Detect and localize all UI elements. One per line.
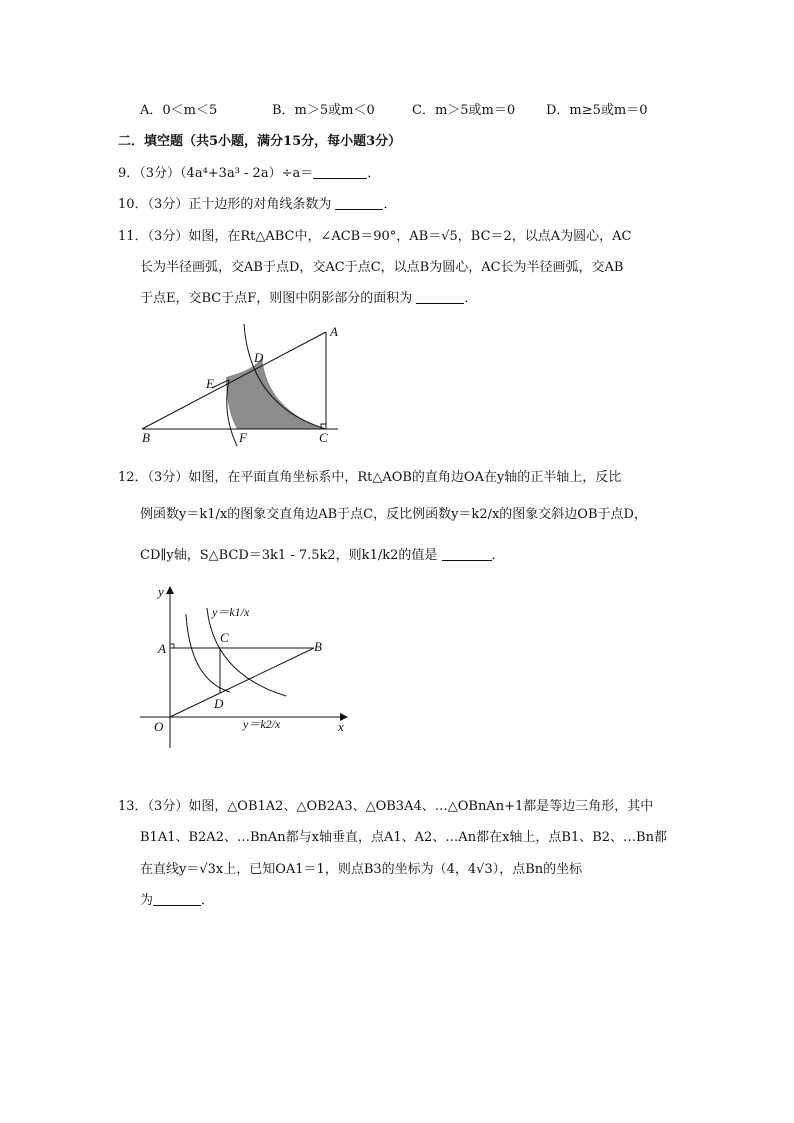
q11-line3 [140, 289, 477, 309]
q10-text: 10．（3分）正十边形的对角线条数为 [118, 197, 332, 212]
q9-text: 9．（3分）（4a⁴+3a³ - 2a）÷a＝ [118, 166, 314, 181]
q12-line3-text: CD∥y轴，S△BCD＝3k1 - 7.5k2，则k1/k2的值是 [140, 548, 438, 563]
q13-line3: 在直线y＝√3x上，已知OA1＝1，则点B3的坐标为（4，4√3），点Bn的坐标 [140, 862, 583, 877]
q11-line1: 11．（3分）如图，在Rt△ABC中，∠ACB＝90°，AB＝√5，BC＝2，以点A为圆心，AC [118, 229, 632, 244]
q11-label-b: B [142, 430, 150, 445]
q11-label-c: C [319, 430, 328, 445]
q13-line2: B1A1、B2A2、…BnAn都与x轴垂直，点A1、A2、…An都在x轴上，点B1、B2、…Bn都 [140, 830, 667, 845]
q11-label-d: D [254, 350, 264, 365]
q12-segment-ob [170, 648, 314, 717]
q10-answer-blank[interactable] [335, 195, 383, 210]
q13-line4-text: 为 [140, 893, 154, 908]
q8-option-c: C．m＞5或m＝0 [412, 103, 516, 118]
q12-label-o: O [154, 719, 164, 734]
q8-option-d: D．m≥5或m＝0 [546, 103, 648, 118]
q11-figure [138, 322, 378, 450]
q12-line3 [140, 546, 505, 566]
q12-curve-k1-label: y＝k1/x [212, 605, 250, 619]
q12-curve-k1 [207, 608, 286, 696]
q11-line2: 长为半径画弧，交AB于点D，交AC于点C，以点B为圆心，AC长为半径画弧，交AB [140, 260, 624, 275]
q9-suffix: ． [367, 166, 381, 181]
q12-label-b: B [314, 639, 322, 654]
q12-line2: 例函数y＝k1/x的图象交直角边AB于点C，反比例函数y＝k2/x的图象交斜边OB于点D， [140, 507, 647, 522]
q13-line4 [140, 891, 214, 911]
q8-option-b: B．m＞5或m＜0 [272, 103, 375, 118]
q12-figure [138, 584, 358, 750]
q13-answer-blank[interactable] [153, 891, 201, 906]
q13-suffix: ． [201, 893, 215, 908]
q12-label-c: C [220, 630, 229, 645]
q13-line1: 13．（3分）如图，△OB1A2、△OB2A3、△OB3A4、…△OBnAn+1都是等边三角形，其中 [118, 799, 654, 814]
q12-suffix: ． [491, 548, 505, 563]
section-title: 二．填空题（共5小题，满分15分，每小题3分） [118, 134, 402, 149]
q11-answer-blank[interactable] [416, 289, 464, 304]
q12-line1: 12．（3分）如图，在平面直角坐标系中，Rt△AOB的直角边OA在y轴的正半轴上，反比 [118, 470, 622, 485]
q10 [118, 195, 396, 215]
q9-answer-blank[interactable] [313, 164, 367, 179]
q12-right-angle-mark [170, 644, 174, 648]
q12-curve-k2-label: y＝k2/x [243, 717, 281, 731]
q11-suffix: ． [464, 291, 478, 306]
q11-label-e: E [206, 376, 214, 391]
q12-label-a: A [158, 641, 166, 656]
q11-label-f: F [239, 430, 247, 445]
q12-label-d: D [214, 696, 224, 711]
q10-suffix: ． [383, 197, 397, 212]
q11-shaded-region [226, 356, 324, 429]
q8-option-a: A．0＜m＜5 [140, 103, 218, 118]
q12-curve-k2 [186, 614, 230, 692]
q11-label-a: A [330, 324, 338, 339]
q12-label-y: y [158, 584, 164, 599]
q11-line3-text: 于点E，交BC于点F，则图中阴影部分的面积为 [140, 291, 413, 306]
q12-answer-blank[interactable] [442, 546, 492, 561]
q12-label-x: x [338, 719, 344, 734]
q9 [118, 164, 380, 184]
